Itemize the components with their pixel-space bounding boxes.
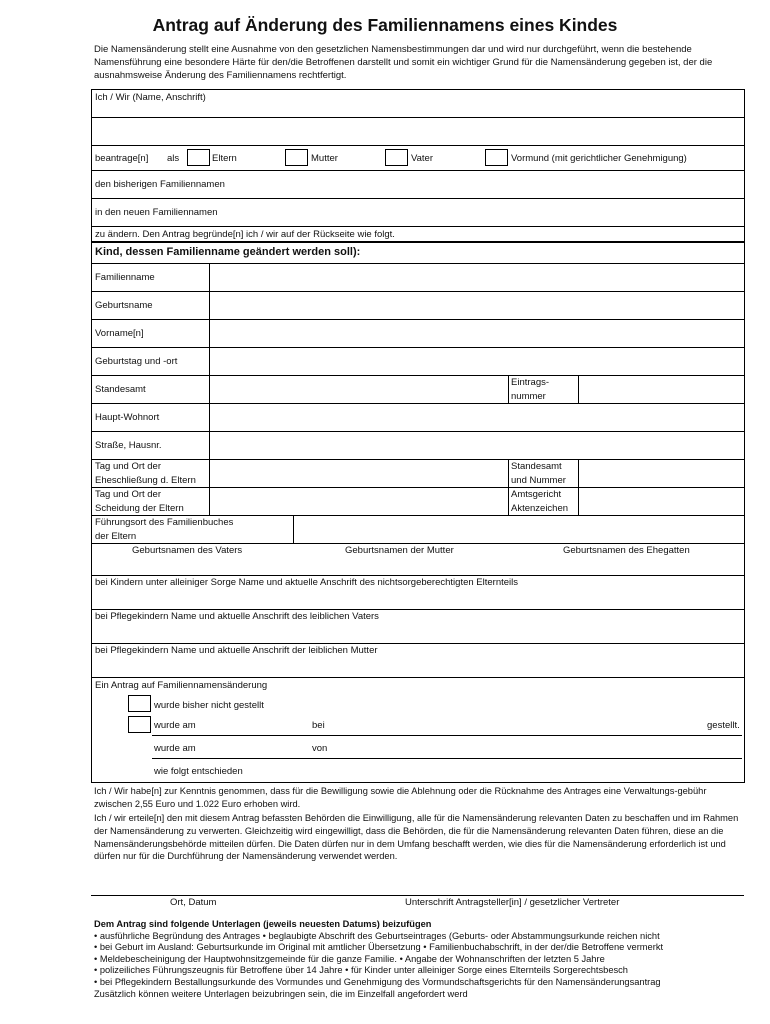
first-names-field[interactable]	[211, 321, 741, 347]
option-guardian-checkbox[interactable]	[485, 149, 508, 166]
sole-custody-field[interactable]	[93, 590, 741, 608]
entry-number-label-2: nummer	[511, 391, 546, 402]
decided-as-label: wie folgt entschieden	[154, 766, 243, 777]
sole-custody-label: bei Kindern unter alleiniger Sorge Name und aktuelle Anschrift des nichtsorgeberechtigten Elternteils	[95, 577, 518, 588]
foster-mother-field[interactable]	[93, 658, 741, 674]
divorce-label-2: Scheidung der Eltern	[95, 503, 184, 514]
family-name-label: Familienname	[95, 272, 155, 283]
attachment-line: • ausführliche Begründung des Antrages • beglaubigte Abschrift des Geburtseintrages (Geburts- oder Abstammungsurkunde reichen nicht	[94, 930, 660, 941]
not-filed-label: wurde bisher nicht gestellt	[154, 700, 264, 711]
page-title: Antrag auf Änderung des Familiennamens eines Kindes	[152, 15, 618, 35]
filed-checkbox[interactable]	[128, 716, 151, 733]
family-name-field[interactable]	[211, 265, 741, 291]
street-label: Straße, Hausnr.	[95, 440, 162, 451]
applicant-name-field[interactable]	[93, 105, 743, 145]
foster-mother-label: bei Pflegekindern Name und aktuelle Anschrift der leiblichen Mutter	[95, 645, 378, 656]
option-father-label: Vater	[411, 153, 434, 164]
registry-office-field[interactable]	[211, 377, 507, 403]
marriage-office-label-2: und Nummer	[511, 475, 566, 486]
marriage-label-2: Eheschließung d. Eltern	[95, 475, 196, 486]
attachments-heading: Dem Antrag sind folgende Unterlagen (jeweils neuesten Datums) beizufügen	[94, 919, 432, 929]
court-field[interactable]	[580, 489, 741, 515]
signature-label: Unterschrift Antragsteller[in] / gesetzlicher Vertreter	[405, 897, 620, 908]
attachment-line: • bei Pflegekindern Bestallungsurkunde des Vormundes und Genehmigung des Vormundschaftsgerichts für den Namensänderungsantrag	[94, 976, 661, 987]
court-label-1: Amtsgericht	[511, 489, 562, 500]
old-name-label: den bisherigen Familiennamen	[95, 179, 225, 190]
intro-text: Die Namensänderung stellt eine Ausnahme von den gesetzlichen Namensbestimmungen dar und wird nur durchgeführt, wenn die bestehende Namensführung eine besondere Härte für den/die Betroffenen darstellt und somit ein wichtiger Grund für die Namensänderung gegeben ist, der die ausnahmsweise Änderung des Familiennamens rechtfertigt.	[94, 44, 713, 81]
father-birth-name-label: Geburtsnamen des Vaters	[132, 545, 243, 556]
family-book-field[interactable]	[295, 517, 741, 543]
filed-on-label: wurde am	[154, 720, 196, 731]
option-mother-checkbox[interactable]	[285, 149, 308, 166]
marriage-office-field[interactable]	[580, 461, 741, 487]
decided-by-label: von	[312, 743, 328, 754]
option-mother-label: Mutter	[311, 153, 338, 164]
option-guardian-label: Vormund (mit gerichtlicher Genehmigung)	[511, 153, 687, 164]
attachment-line: • polizeiliches Führungszeugnis für Betroffene über 14 Jahre • für Kinder unter alleiniger Sorge eines Elternteils Sorgerechtsbesch	[94, 965, 628, 976]
request-label: beantrage[n]	[95, 153, 149, 164]
marriage-label-1: Tag und Ort der	[95, 461, 162, 472]
birth-name-label: Geburtsname	[95, 300, 153, 311]
reason-label: zu ändern. Den Antrag begründe[n] ich / wir auf der Rückseite wie folgt.	[95, 229, 395, 240]
old-name-field[interactable]	[240, 172, 740, 198]
parents-birth-names-field[interactable]	[93, 558, 741, 574]
option-parents-label: Eltern	[212, 153, 237, 164]
new-name-label: in den neuen Familiennamen	[95, 207, 218, 218]
entry-number-field[interactable]	[580, 377, 741, 403]
not-filed-checkbox[interactable]	[128, 695, 151, 712]
registry-office-label: Standesamt	[95, 384, 146, 395]
decided-on-label: wurde am	[154, 743, 196, 754]
attachment-line: Zusätzlich können weitere Unterlagen beizubringen sein, die im Einzelfall angefordert werd	[94, 988, 468, 999]
consent-notice: Ich / wir erteile[n] den mit diesem Antrag befassten Behörden die Einwilligung, alle für die Namensänderung relevanten Daten zu beschaffen und im Rahmen der Namensänderung zu verwerten. Gleichzeitig wird eingewilligt, dass die Behörden, die für die Namensänderung relevanten Daten führen, diese an die Namensänderungsbehörde mitteilen dürfen. Die Daten dürfen nur in dem Umfang beschafft werden, wie dies für die Namensänderung erforderlich ist und dürfen nur für die Durchführung der Namensänderung verwendet werden.	[94, 813, 739, 862]
birth-date-place-field[interactable]	[211, 349, 741, 375]
entry-number-label-1: Eintrags-	[511, 377, 550, 388]
child-heading: Kind, dessen Familienname geändert werden soll):	[95, 246, 361, 258]
divorce-label-1: Tag und Ort der	[95, 489, 162, 500]
previous-intro-label: Ein Antrag auf Familiennamensänderung	[95, 680, 268, 691]
family-book-label-2: der Eltern	[95, 531, 137, 542]
as-label: als	[167, 153, 180, 164]
birth-name-field[interactable]	[211, 293, 741, 319]
marriage-office-label-1: Standesamt	[511, 461, 562, 472]
street-field[interactable]	[211, 433, 741, 459]
divorce-field[interactable]	[211, 489, 507, 515]
spouse-birth-name-label: Geburtsnamen des Ehegatten	[563, 545, 690, 556]
attachments-section	[94, 919, 754, 1000]
attachment-line: • Meldebescheinigung der Hauptwohnsitzgemeinde für die ganze Familie. • Angabe der Wohnanschriften der letzten 5 Jahre	[94, 953, 605, 964]
fees-notice: Ich / Wir habe[n] zur Kenntnis genommen, dass für die Bewilligung sowie die Ablehnung oder die Rücknahme des Antrages eine Verwaltungs-gebühr zwischen 2,55 Euro und 1.022 Euro erhoben wird.	[94, 786, 707, 809]
main-residence-label: Haupt-Wohnort	[95, 412, 160, 423]
option-parents-checkbox[interactable]	[187, 149, 210, 166]
court-label-2: Aktenzeichen	[511, 503, 569, 514]
marriage-field[interactable]	[211, 461, 507, 487]
option-father-checkbox[interactable]	[385, 149, 408, 166]
first-names-label: Vorname[n]	[95, 328, 144, 339]
applicant-name-label: Ich / Wir (Name, Anschrift)	[95, 92, 206, 103]
main-residence-field[interactable]	[211, 405, 741, 431]
birth-date-place-label: Geburtstag und -ort	[95, 356, 178, 367]
new-name-field[interactable]	[240, 200, 740, 226]
foster-father-label: bei Pflegekindern Name und aktuelle Anschrift des leiblichen Vaters	[95, 611, 379, 622]
foster-father-field[interactable]	[93, 624, 741, 642]
mother-birth-name-label: Geburtsnamen der Mutter	[345, 545, 454, 556]
family-book-label-1: Führungsort des Familienbuches	[95, 517, 234, 528]
filed-suffix-label: gestellt.	[707, 720, 740, 731]
place-date-label: Ort, Datum	[170, 897, 217, 908]
filed-at-label: bei	[312, 720, 325, 731]
attachment-line: • bei Geburt im Ausland: Geburtsurkunde im Original mit amtlicher Übersetzung • Familienbuchabschrift, in der der/die Betroffene vermerkt	[94, 942, 664, 953]
